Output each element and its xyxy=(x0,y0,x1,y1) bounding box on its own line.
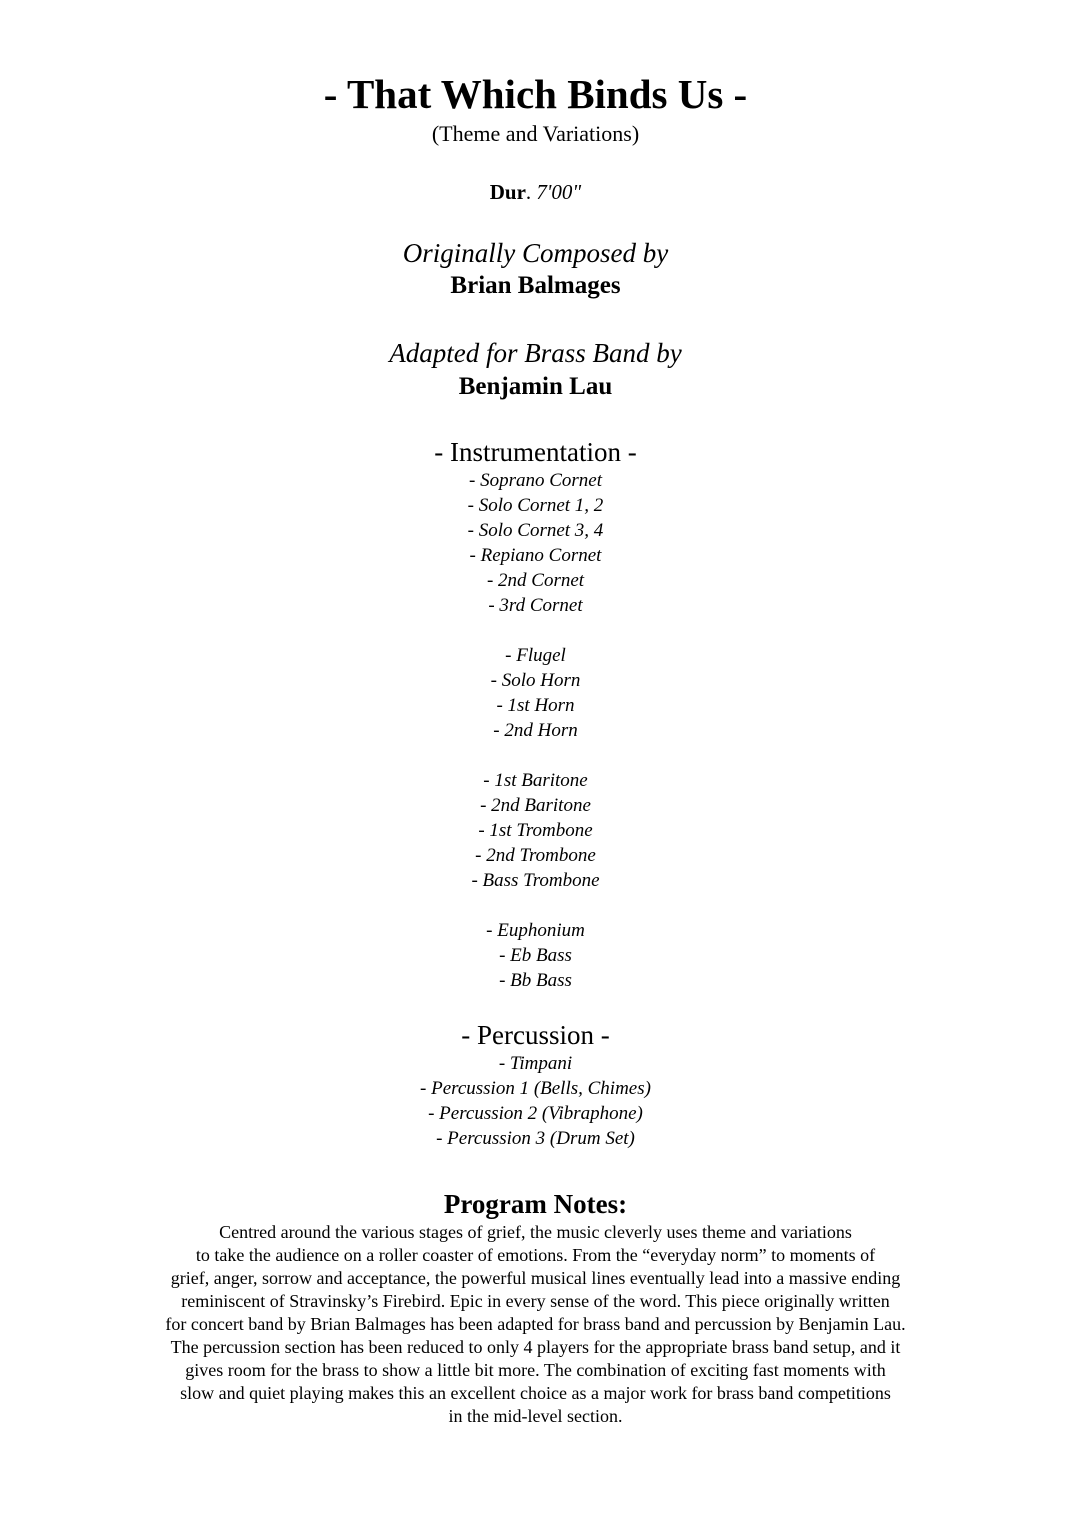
instrument-item: - 3rd Cornet xyxy=(488,595,583,616)
percussion-item: - Percussion 1 (Bells, Chimes) xyxy=(420,1078,651,1099)
program-notes-line: slow and quiet playing makes this an excellent choice as a major work for brass band competitions xyxy=(180,1383,891,1403)
instrument-item: - 1st Baritone xyxy=(483,770,588,791)
percussion-item: - Percussion 2 (Vibraphone) xyxy=(428,1103,643,1124)
percussion-list xyxy=(0,1051,1071,1151)
composer-name: Brian Balmages xyxy=(450,272,621,299)
instrument-item: - Solo Cornet 1, 2 xyxy=(467,495,604,516)
instrument-item: - 2nd Cornet xyxy=(486,570,585,591)
list-spacer xyxy=(0,743,1071,768)
program-notes-line: for concert band by Brian Balmages has been adapted for brass band and percussion by Benjamin Lau. xyxy=(165,1314,906,1334)
program-notes-line: to take the audience on a roller coaster of emotions. From the “everyday norm” to moments of xyxy=(195,1245,876,1265)
duration-separator: . xyxy=(525,180,537,204)
composer-role: Originally Composed by xyxy=(402,238,669,268)
program-notes-line: gives room for the brass to show a little bit more. The combination of exciting fast moments with xyxy=(185,1360,886,1380)
instrument-item: - Bass Trombone xyxy=(471,870,600,891)
list-spacer xyxy=(0,893,1071,918)
instrument-item: - Solo Horn xyxy=(490,670,581,691)
instrument-item: - Soprano Cornet xyxy=(469,470,602,491)
program-notes-line: The percussion section has been reduced to only 4 players for the appropriate brass band setup, and it xyxy=(170,1337,901,1357)
percussion-heading: - Percussion - xyxy=(461,1020,610,1050)
instrument-item: - Repiano Cornet xyxy=(469,545,602,566)
arranger-role: Adapted for Brass Band by xyxy=(389,338,682,368)
instrument-item: - 1st Trombone xyxy=(478,820,593,841)
duration xyxy=(0,178,1071,206)
subtitle: (Theme and Variations) xyxy=(431,121,640,146)
page-title: - That Which Binds Us - xyxy=(323,71,748,117)
percussion-item: - Percussion 3 (Drum Set) xyxy=(436,1128,635,1149)
instrument-item: - 2nd Horn xyxy=(493,720,578,741)
percussion-item: - Timpani xyxy=(498,1053,573,1074)
instrument-item: - 1st Horn xyxy=(496,695,575,716)
arranger-name: Benjamin Lau xyxy=(458,373,613,400)
program-notes-heading: Program Notes: xyxy=(443,1189,628,1219)
program-notes-line: in the mid-level section. xyxy=(448,1406,623,1426)
program-notes-line: grief, anger, sorrow and acceptance, the powerful musical lines eventually lead into a massive ending xyxy=(170,1268,901,1288)
program-notes-body xyxy=(0,1221,1071,1428)
instrumentation-heading: - Instrumentation - xyxy=(434,437,637,467)
instrument-item: - 2nd Baritone xyxy=(480,795,591,816)
instrument-item: - Eb Bass xyxy=(499,945,572,966)
instrument-item: - Bb Bass xyxy=(499,970,572,991)
program-notes-line: reminiscent of Stravinsky’s Firebird. Epic in every sense of the word. This piece originally written xyxy=(181,1291,890,1311)
list-spacer xyxy=(0,618,1071,643)
instrument-item: - Solo Cornet 3, 4 xyxy=(467,520,604,541)
instrumentation-list xyxy=(0,468,1071,993)
instrument-item: - Euphonium xyxy=(486,920,585,941)
duration-label: Dur xyxy=(489,180,526,204)
instrument-item: - 2nd Trombone xyxy=(475,845,596,866)
instrument-item: - Flugel xyxy=(505,645,566,666)
program-notes-line: Centred around the various stages of grief, the music cleverly uses theme and variations xyxy=(219,1222,852,1242)
duration-value: 7'00" xyxy=(536,180,582,204)
